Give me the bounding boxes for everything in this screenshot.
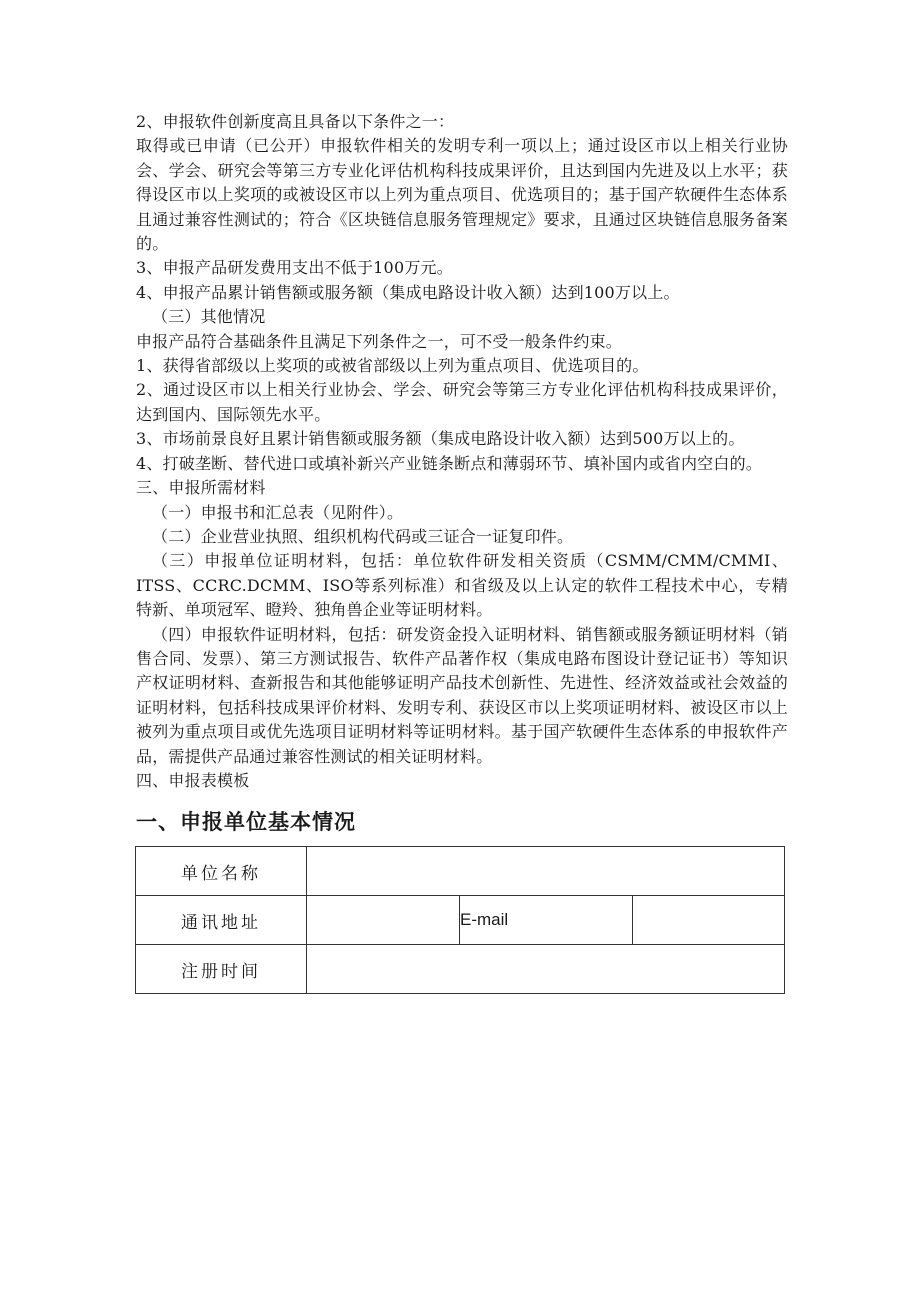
address-label: 通讯地址 bbox=[136, 896, 307, 945]
applicant-info-table bbox=[135, 846, 785, 994]
section-title: 一、申报单位基本情况 bbox=[136, 811, 356, 834]
paragraph-other-3: 3、市场前景良好且累计销售额或服务额（集成电路设计收入额）达到500万以上的。 bbox=[136, 429, 745, 449]
paragraph-condition-2: 2、申报软件创新度高且具备以下条件之一： bbox=[136, 112, 455, 131]
heading-form-template: 四、申报表模板 bbox=[136, 770, 250, 790]
table-row bbox=[136, 945, 785, 994]
paragraph-material-3: （三）申报单位证明材料，包括：单位软件研发相关资质（CSMM/CMM/CMMI、ITSS、CCRC.DCMM、ISO等系列标准）和省级及以上认定的软件工程技术中心，专精特新、单项冠军、瞪羚、独角兽企业等证明材料。 bbox=[136, 551, 788, 620]
document-body bbox=[136, 110, 788, 793]
heading-required-materials: 三、申报所需材料 bbox=[136, 478, 266, 498]
paragraph-material-1: （一）申报书和汇总表（见附件）。 bbox=[152, 502, 404, 522]
paragraph-other-1: 1、获得省部级以上奖项的或被省部级以上列为重点项目、优选项目的。 bbox=[136, 356, 649, 376]
registration-time-field[interactable] bbox=[307, 945, 785, 994]
unit-name-label: 单位名称 bbox=[136, 847, 307, 896]
paragraph-condition-3: 3、申报产品研发费用支出不低于100万元。 bbox=[136, 258, 453, 278]
paragraph-other-2: 2、通过设区市以上相关行业协会、学会、研究会等第三方专业化评估机构科技成果评价，达到国内、国际领先水平。 bbox=[136, 380, 788, 424]
paragraph-material-2: （二）企业营业执照、组织机构代码或三证合一证复印件。 bbox=[152, 526, 574, 546]
paragraph-material-4: （四）申报软件证明材料，包括：研发资金投入证明材料、销售额或服务额证明材料（销售合同、发票）、第三方测试报告、软件产品著作权（集成电路布图设计登记证书）等知识产权证明材料、查新报告和其他能够证明产品技术创新性、先进性、经济效益或社会效益的证明材料，包括科技成果评价材料、发明专利、获设区市以上奖项证明材料、被设区市以上被列为重点项目或优先选项目证明材料等证明材料。基于国产软硬件生态体系的申报软件产品，需提供产品通过兼容性测试的相关证明材料。 bbox=[136, 624, 788, 766]
registration-time-label: 注册时间 bbox=[136, 945, 307, 994]
paragraph-other-4: 4、打破垄断、替代进口或填补新兴产业链条断点和薄弱环节、填补国内或省内空白的。 bbox=[136, 453, 762, 473]
table-row bbox=[136, 847, 785, 896]
paragraph-condition-4: 4、申报产品累计销售额或服务额（集成电路设计收入额）达到100万以上。 bbox=[136, 282, 680, 302]
email-label: E-mail bbox=[460, 896, 633, 945]
unit-name-field[interactable] bbox=[307, 847, 785, 896]
email-field[interactable] bbox=[633, 896, 785, 945]
table-row bbox=[136, 896, 785, 945]
paragraph-other-intro: 申报产品符合基础条件且满足下列条件之一，可不受一般条件约束。 bbox=[136, 331, 623, 351]
subheading-other-cases: （三）其他情况 bbox=[152, 307, 266, 327]
paragraph-condition-2-detail: 取得或已申请（已公开）申报软件相关的发明专利一项以上；通过设区市以上相关行业协会、学会、研究会等第三方专业化评估机构科技成果评价，且达到国内先进及以上水平；获得设区市以上奖项的或被设区市以上列为重点项目、优选项目的；基于国产软硬件生态体系且通过兼容性测试的；符合《区块链信息服务管理规定》要求，且通过区块链信息服务备案的。 bbox=[136, 136, 788, 254]
address-field[interactable] bbox=[307, 896, 460, 945]
